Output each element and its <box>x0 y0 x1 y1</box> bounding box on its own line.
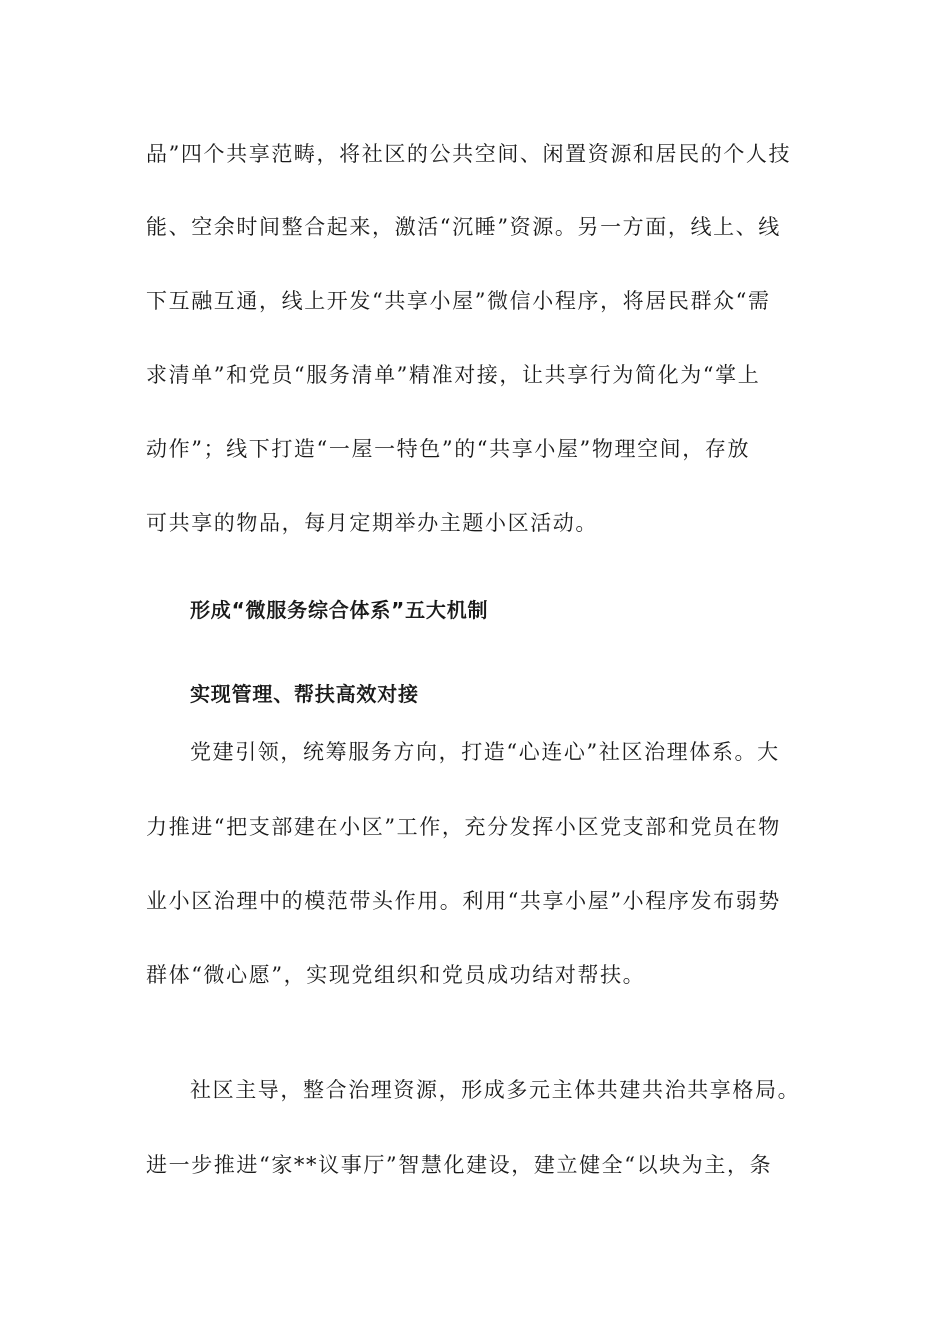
paragraph-1-line-4: 求清单”和党员“服务清单”精准对接，让共享行为简化为“掌上 <box>146 363 761 387</box>
paragraph-1-line-6: 可共享的物品，每月定期举办主题小区活动。 <box>146 511 598 535</box>
section-heading-2: 实现管理、帮扶高效对接 <box>190 682 419 706</box>
paragraph-1-line-5: 动作”；线下打造“一屋一特色”的“共享小屋”物理空间，存放 <box>146 437 751 461</box>
paragraph-2-line-2: 力推进“把支部建在小区”工作，充分发挥小区党支部和党员在物 <box>146 815 781 839</box>
paragraph-2-line-1: 党建引领，统筹服务方向，打造“心连心”社区治理体系。大 <box>190 740 780 764</box>
section-heading-1: 形成“微服务综合体系”五大机制 <box>190 598 489 622</box>
paragraph-1-line-2: 能、空余时间整合起来，激活“沉睡”资源。另一方面，线上、线 <box>146 215 781 239</box>
paragraph-2-line-3: 业小区治理中的模范带头作用。利用“共享小屋”小程序发布弱势 <box>146 889 781 913</box>
paragraph-1-line-3: 下互融互通，线上开发“共享小屋”微信小程序，将居民群众“需 <box>146 289 771 313</box>
paragraph-3-line-2: 进一步推进“家**议事厅”智慧化建设，建立健全“以块为主，条 <box>146 1153 773 1177</box>
paragraph-2-line-4: 群体“微心愿”，实现党组织和党员成功结对帮扶。 <box>146 963 646 987</box>
paragraph-1-line-1: 品”四个共享范畴，将社区的公共空间、闲置资源和居民的个人技 <box>146 142 792 166</box>
paragraph-3-line-1: 社区主导，整合治理资源，形成多元主体共建共治共享格局。 <box>190 1078 801 1102</box>
